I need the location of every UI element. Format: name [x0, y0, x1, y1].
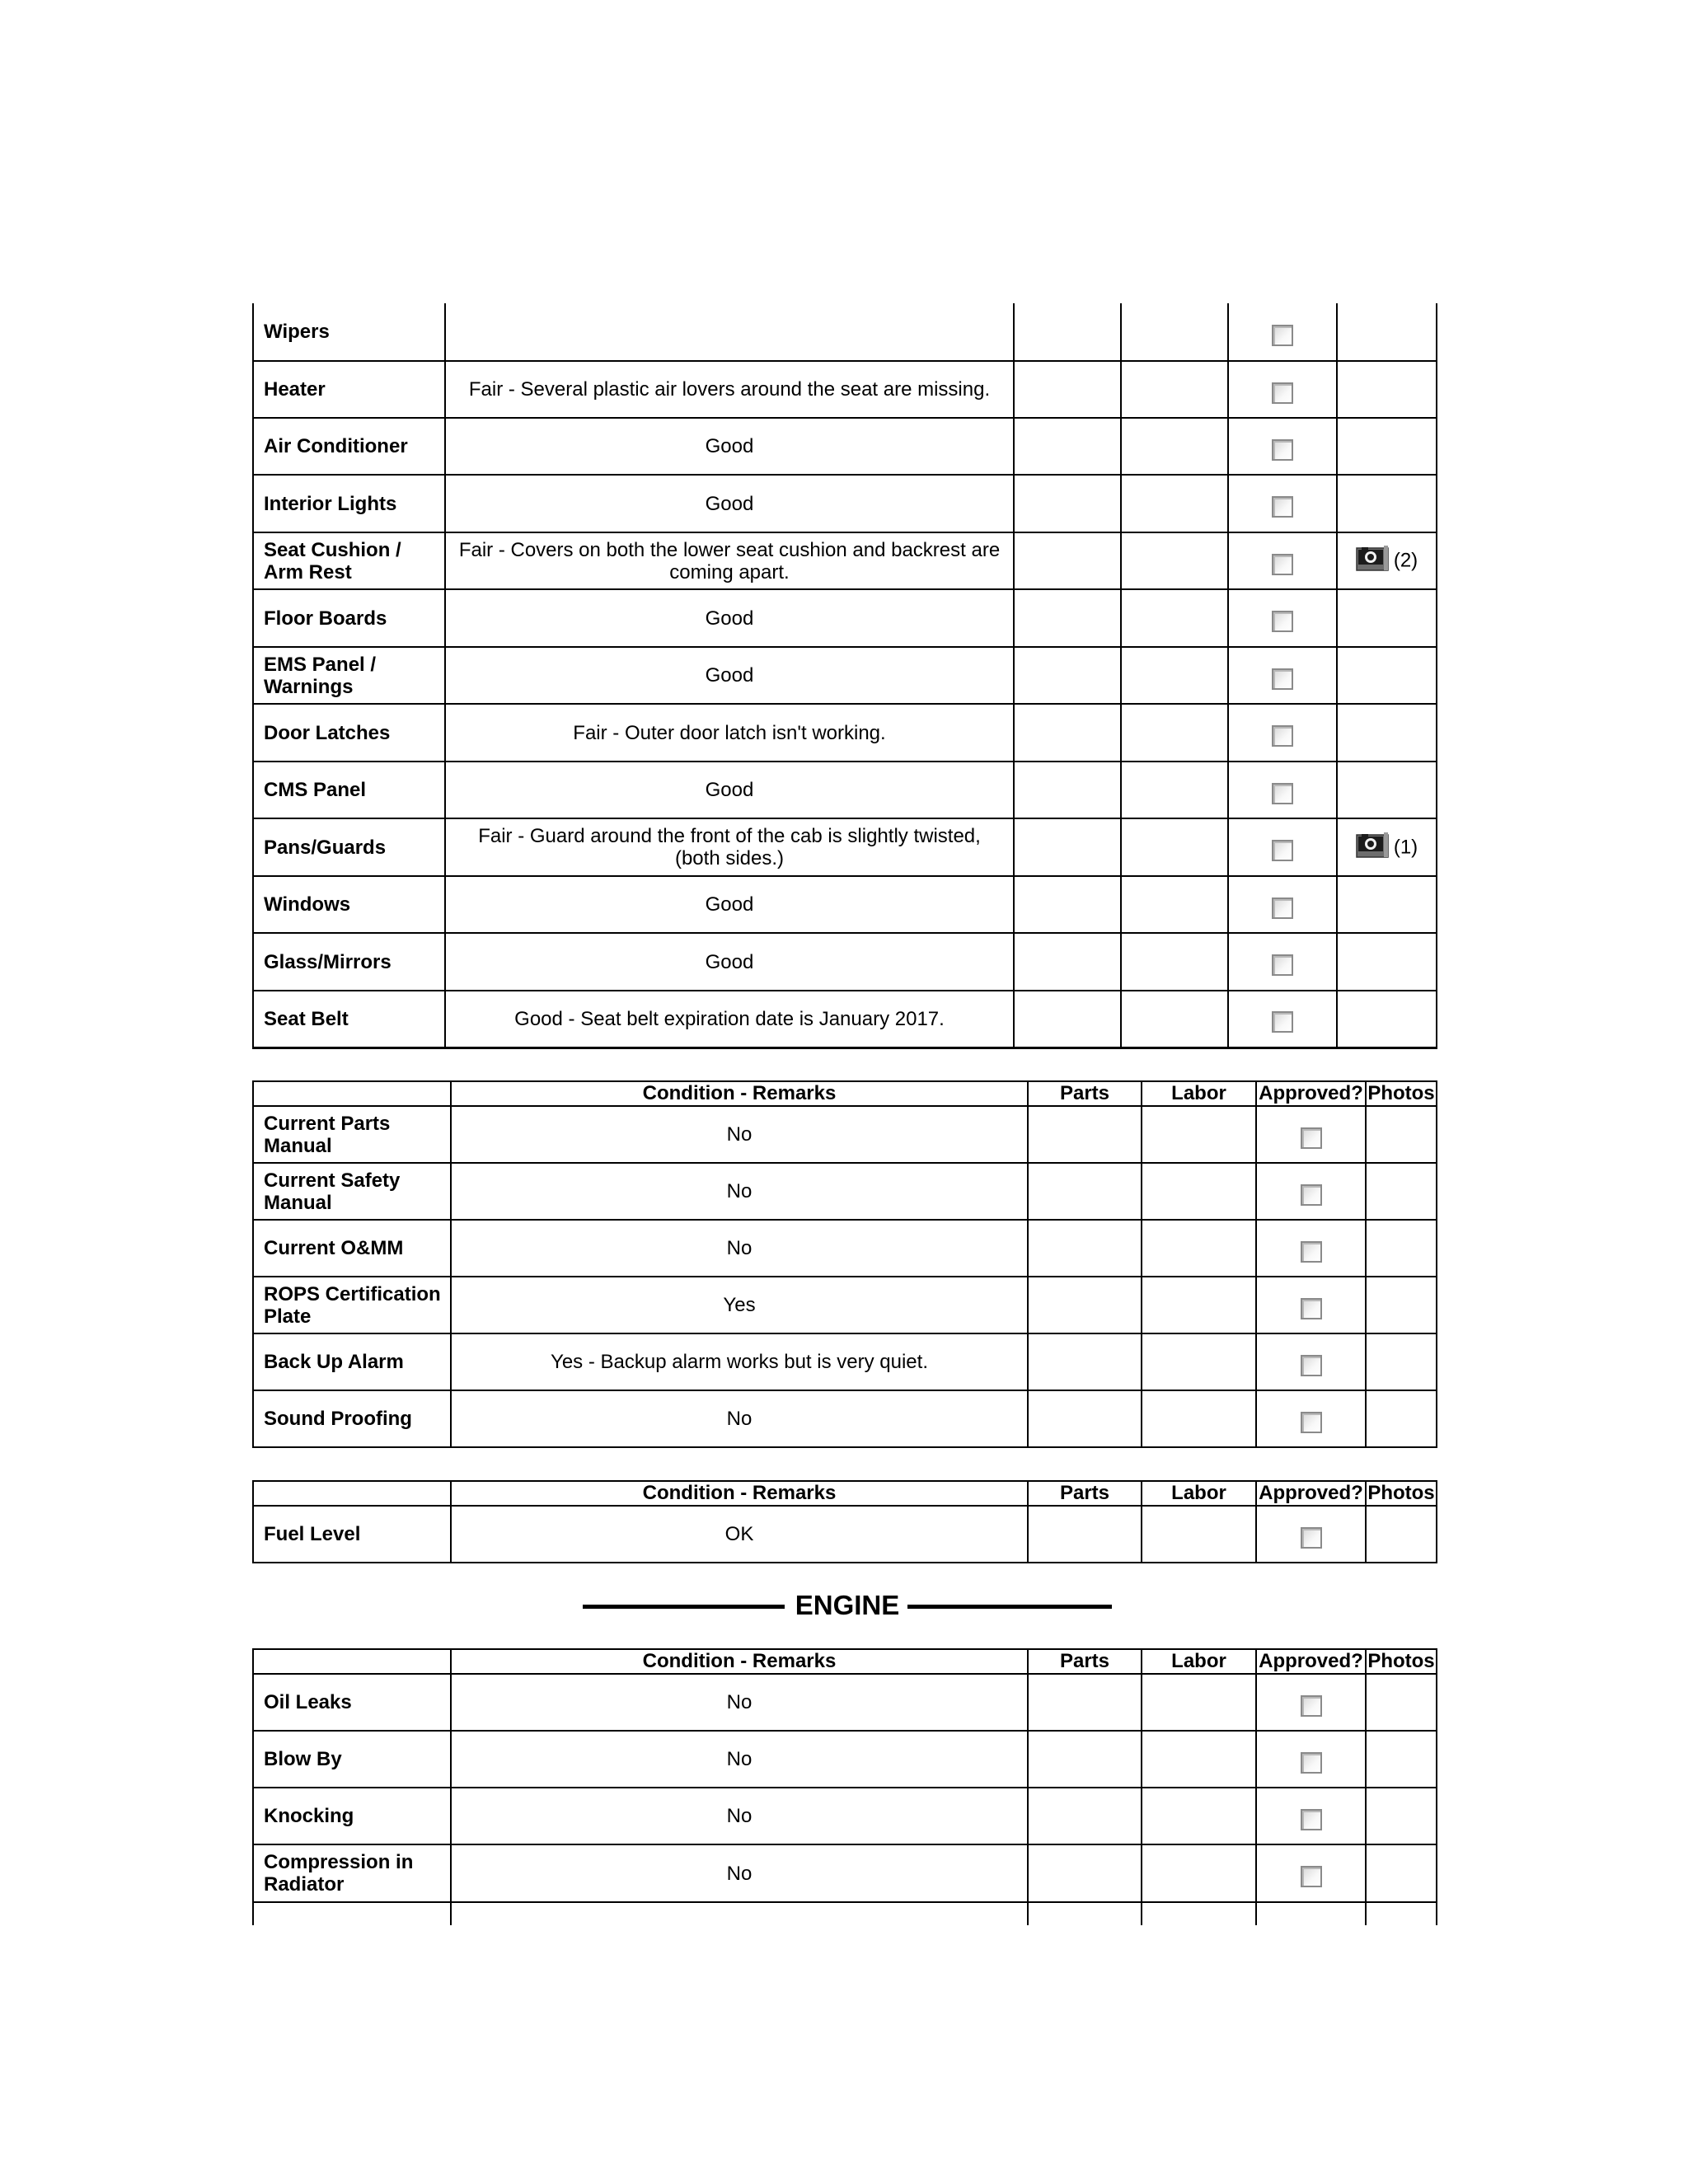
blank-header — [253, 1081, 451, 1106]
item-label: EMS Panel / Warnings — [253, 647, 445, 704]
approved-checkbox-icon[interactable] — [1272, 668, 1293, 690]
parts-cell — [1014, 418, 1121, 475]
item-label: Fuel Level — [253, 1506, 451, 1563]
condition-remark: Good — [445, 589, 1014, 647]
condition-remark: OK — [451, 1506, 1028, 1563]
labor-cell — [1142, 1506, 1256, 1563]
item-label: Seat Cushion / Arm Rest — [253, 532, 445, 589]
labor-cell — [1121, 532, 1228, 589]
table-row — [253, 532, 1437, 589]
item-label: Sound Proofing — [253, 1390, 451, 1447]
photos-header: Photos — [1366, 1649, 1437, 1674]
engine-section-title: ENGINE — [787, 1590, 908, 1620]
parts-cell — [1014, 532, 1121, 589]
labor-cell — [1142, 1902, 1256, 1925]
labor-header: Labor — [1142, 1481, 1256, 1506]
condition-remark: No — [451, 1788, 1028, 1844]
labor-cell — [1142, 1788, 1256, 1844]
item-label: Glass/Mirrors — [253, 933, 445, 991]
condition-remark: Good — [445, 933, 1014, 991]
approved-checkbox-icon[interactable] — [1272, 325, 1293, 346]
condition-remarks-header: Condition - Remarks — [451, 1649, 1028, 1674]
table-row — [253, 303, 1437, 361]
approved-header: Approved? — [1256, 1481, 1366, 1506]
photos-cell — [1337, 532, 1437, 589]
photos-cell — [1337, 418, 1437, 475]
labor-cell — [1142, 1333, 1256, 1390]
table-row — [253, 1163, 1437, 1220]
item-label: Pans/Guards — [253, 818, 445, 876]
approved-checkbox-icon[interactable] — [1272, 611, 1293, 632]
parts-cell — [1028, 1390, 1142, 1447]
photos-cell — [1366, 1506, 1437, 1563]
parts-cell — [1028, 1788, 1142, 1844]
approved-checkbox-icon[interactable] — [1301, 1752, 1322, 1774]
approved-cell — [1228, 876, 1337, 933]
photos-cell — [1366, 1731, 1437, 1788]
table-row — [253, 704, 1437, 762]
parts-cell — [1014, 475, 1121, 532]
photos-header: Photos — [1366, 1481, 1437, 1506]
labor-cell — [1121, 876, 1228, 933]
labor-cell — [1142, 1106, 1256, 1163]
photo-count[interactable]: (1) — [1393, 836, 1418, 858]
photos-cell — [1366, 1390, 1437, 1447]
parts-cell — [1028, 1106, 1142, 1163]
condition-remark: No — [451, 1106, 1028, 1163]
approved-checkbox-icon[interactable] — [1272, 439, 1293, 461]
condition-remark: No — [451, 1674, 1028, 1731]
engine-section-heading — [583, 1589, 1112, 1622]
table-row — [253, 1902, 1437, 1925]
photos-cell — [1337, 762, 1437, 818]
approved-cell — [1256, 1506, 1366, 1563]
labor-cell — [1121, 933, 1228, 991]
camera-icon[interactable] — [1356, 832, 1389, 864]
approved-cell — [1256, 1674, 1366, 1731]
photos-cell — [1366, 1277, 1437, 1333]
labor-cell — [1121, 991, 1228, 1047]
blank-header — [253, 1649, 451, 1674]
item-label: Blow By — [253, 1731, 451, 1788]
item-label: Knocking — [253, 1788, 451, 1844]
labor-cell — [1142, 1844, 1256, 1902]
approved-cell — [1228, 647, 1337, 704]
photos-cell — [1337, 475, 1437, 532]
approved-checkbox-icon[interactable] — [1301, 1298, 1322, 1319]
approved-cell — [1256, 1277, 1366, 1333]
condition-remark: Fair - Covers on both the lower seat cushion and backrest are coming apart. — [445, 532, 1014, 589]
labor-cell — [1142, 1390, 1256, 1447]
condition-remark: Good - Seat belt expiration date is January 2017. — [445, 991, 1014, 1047]
labor-cell — [1142, 1277, 1256, 1333]
photos-cell — [1337, 303, 1437, 361]
table-row — [253, 1788, 1437, 1844]
table-row — [253, 1106, 1437, 1163]
condition-remark: Fair - Several plastic air lovers around the seat are missing. — [445, 361, 1014, 418]
condition-remark: Good — [445, 876, 1014, 933]
parts-cell — [1014, 762, 1121, 818]
item-label: Compression in Radiator — [253, 1844, 451, 1902]
approved-cell — [1228, 704, 1337, 762]
table-row — [253, 647, 1437, 704]
condition-remark: No — [451, 1220, 1028, 1277]
labor-header: Labor — [1142, 1649, 1256, 1674]
table-row — [253, 1333, 1437, 1390]
approved-cell — [1256, 1902, 1366, 1925]
approved-checkbox-icon[interactable] — [1272, 840, 1293, 861]
approved-checkbox-icon[interactable] — [1272, 725, 1293, 747]
photos-cell — [1366, 1333, 1437, 1390]
approved-checkbox-icon[interactable] — [1272, 898, 1293, 919]
labor-cell — [1142, 1674, 1256, 1731]
parts-cell — [1014, 704, 1121, 762]
parts-header: Parts — [1028, 1649, 1142, 1674]
fuel-inspection-table — [252, 1480, 1437, 1563]
photos-cell — [1366, 1902, 1437, 1925]
item-label: Door Latches — [253, 704, 445, 762]
condition-remark: No — [451, 1163, 1028, 1220]
photos-cell — [1366, 1674, 1437, 1731]
approved-checkbox-icon[interactable] — [1301, 1527, 1322, 1549]
approved-cell — [1228, 303, 1337, 361]
approved-cell — [1256, 1788, 1366, 1844]
item-label: Air Conditioner — [253, 418, 445, 475]
labor-cell — [1121, 303, 1228, 361]
item-label: CMS Panel — [253, 762, 445, 818]
photos-cell — [1366, 1220, 1437, 1277]
photos-cell — [1337, 876, 1437, 933]
approved-cell — [1256, 1333, 1366, 1390]
approved-cell — [1256, 1390, 1366, 1447]
condition-remarks-header: Condition - Remarks — [451, 1481, 1028, 1506]
item-label: Windows — [253, 876, 445, 933]
item-label: Back Up Alarm — [253, 1333, 451, 1390]
labor-cell — [1121, 589, 1228, 647]
approved-checkbox-icon[interactable] — [1301, 1695, 1322, 1717]
parts-cell — [1028, 1333, 1142, 1390]
approved-cell — [1228, 589, 1337, 647]
parts-cell — [1014, 647, 1121, 704]
photos-cell — [1337, 647, 1437, 704]
parts-cell — [1028, 1277, 1142, 1333]
labor-cell — [1121, 361, 1228, 418]
parts-cell — [1014, 818, 1121, 876]
approved-cell — [1228, 991, 1337, 1047]
photo-count[interactable]: (2) — [1393, 549, 1418, 572]
approved-cell — [1256, 1731, 1366, 1788]
condition-remark — [451, 1902, 1028, 1925]
item-label: Current Parts Manual — [253, 1106, 451, 1163]
approved-checkbox-icon[interactable] — [1301, 1127, 1322, 1149]
photos-cell — [1337, 933, 1437, 991]
parts-cell — [1014, 361, 1121, 418]
parts-cell — [1028, 1731, 1142, 1788]
approved-checkbox-icon[interactable] — [1301, 1866, 1322, 1887]
condition-remark: Good — [445, 762, 1014, 818]
approved-cell — [1228, 418, 1337, 475]
approved-header: Approved? — [1256, 1081, 1366, 1106]
approved-checkbox-icon[interactable] — [1272, 382, 1293, 404]
item-label — [253, 1902, 451, 1925]
approved-cell — [1228, 818, 1337, 876]
labor-cell — [1121, 818, 1228, 876]
approved-checkbox-icon[interactable] — [1272, 554, 1293, 575]
table-row — [253, 418, 1437, 475]
table-row — [253, 1506, 1437, 1563]
parts-cell — [1014, 933, 1121, 991]
table-row — [253, 1844, 1437, 1902]
approved-checkbox-icon[interactable] — [1301, 1809, 1322, 1830]
item-label: Interior Lights — [253, 475, 445, 532]
photos-cell — [1366, 1788, 1437, 1844]
photos-cell — [1366, 1106, 1437, 1163]
approved-checkbox-icon[interactable] — [1272, 496, 1293, 518]
approved-checkbox-icon[interactable] — [1301, 1184, 1322, 1206]
approved-cell — [1256, 1163, 1366, 1220]
condition-remark: Fair - Guard around the front of the cab is slightly twisted, (both sides.) — [445, 818, 1014, 876]
photos-cell — [1337, 361, 1437, 418]
photos-cell — [1337, 704, 1437, 762]
parts-cell — [1014, 303, 1121, 361]
parts-cell — [1028, 1844, 1142, 1902]
item-label: Current O&MM — [253, 1220, 451, 1277]
item-label: Heater — [253, 361, 445, 418]
table-row — [253, 1731, 1437, 1788]
condition-remark: Good — [445, 647, 1014, 704]
photos-header: Photos — [1366, 1081, 1437, 1106]
table-row — [253, 876, 1437, 933]
photos-cell — [1337, 589, 1437, 647]
approved-cell — [1228, 361, 1337, 418]
photos-cell — [1366, 1163, 1437, 1220]
table-row — [253, 762, 1437, 818]
approved-cell — [1228, 532, 1337, 589]
labor-cell — [1142, 1731, 1256, 1788]
item-label: Current Safety Manual — [253, 1163, 451, 1220]
item-label: Seat Belt — [253, 991, 445, 1047]
parts-cell — [1028, 1163, 1142, 1220]
safety-inspection-table — [252, 1080, 1437, 1448]
cab-inspection-table — [252, 303, 1437, 1049]
condition-remark: Good — [445, 418, 1014, 475]
item-label: Floor Boards — [253, 589, 445, 647]
approved-cell — [1228, 762, 1337, 818]
table-row — [253, 589, 1437, 647]
table-row — [253, 1390, 1437, 1447]
condition-remark: No — [451, 1844, 1028, 1902]
approved-checkbox-icon[interactable] — [1272, 1011, 1293, 1033]
table-row — [253, 475, 1437, 532]
labor-cell — [1121, 418, 1228, 475]
approved-cell — [1228, 933, 1337, 991]
parts-header: Parts — [1028, 1481, 1142, 1506]
labor-cell — [1142, 1163, 1256, 1220]
condition-remarks-header: Condition - Remarks — [451, 1081, 1028, 1106]
photos-cell — [1337, 818, 1437, 876]
approved-cell — [1256, 1106, 1366, 1163]
parts-cell — [1028, 1674, 1142, 1731]
engine-inspection-table — [252, 1648, 1437, 1925]
table-row — [253, 1220, 1437, 1277]
photos-cell — [1366, 1844, 1437, 1902]
item-label: Wipers — [253, 303, 445, 361]
condition-remark: Yes - Backup alarm works but is very quiet. — [451, 1333, 1028, 1390]
condition-remark: No — [451, 1390, 1028, 1447]
parts-cell — [1014, 876, 1121, 933]
approved-checkbox-icon[interactable] — [1301, 1412, 1322, 1433]
table-row — [253, 991, 1437, 1047]
table-row — [253, 818, 1437, 876]
parts-cell — [1028, 1902, 1142, 1925]
parts-cell — [1014, 991, 1121, 1047]
parts-cell — [1028, 1506, 1142, 1563]
condition-remark: No — [451, 1731, 1028, 1788]
table-row — [253, 361, 1437, 418]
condition-remark: Yes — [451, 1277, 1028, 1333]
approved-checkbox-icon[interactable] — [1301, 1355, 1322, 1376]
condition-remark: Good — [445, 475, 1014, 532]
parts-cell — [1028, 1220, 1142, 1277]
item-label: Oil Leaks — [253, 1674, 451, 1731]
labor-cell — [1121, 762, 1228, 818]
item-label: ROPS Certification Plate — [253, 1277, 451, 1333]
condition-remark — [445, 303, 1014, 361]
labor-cell — [1121, 704, 1228, 762]
camera-icon[interactable] — [1356, 545, 1389, 577]
approved-cell — [1228, 475, 1337, 532]
parts-header: Parts — [1028, 1081, 1142, 1106]
approved-cell — [1256, 1220, 1366, 1277]
table-row — [253, 1277, 1437, 1333]
table-row — [253, 1674, 1437, 1731]
approved-checkbox-icon[interactable] — [1301, 1241, 1322, 1263]
labor-cell — [1142, 1220, 1256, 1277]
table-row — [253, 933, 1437, 991]
approved-checkbox-icon[interactable] — [1272, 783, 1293, 804]
photos-cell — [1337, 991, 1437, 1047]
parts-cell — [1014, 589, 1121, 647]
labor-cell — [1121, 647, 1228, 704]
approved-checkbox-icon[interactable] — [1272, 954, 1293, 976]
approved-cell — [1256, 1844, 1366, 1902]
blank-header — [253, 1481, 451, 1506]
approved-header: Approved? — [1256, 1649, 1366, 1674]
condition-remark: Fair - Outer door latch isn't working. — [445, 704, 1014, 762]
labor-cell — [1121, 475, 1228, 532]
labor-header: Labor — [1142, 1081, 1256, 1106]
